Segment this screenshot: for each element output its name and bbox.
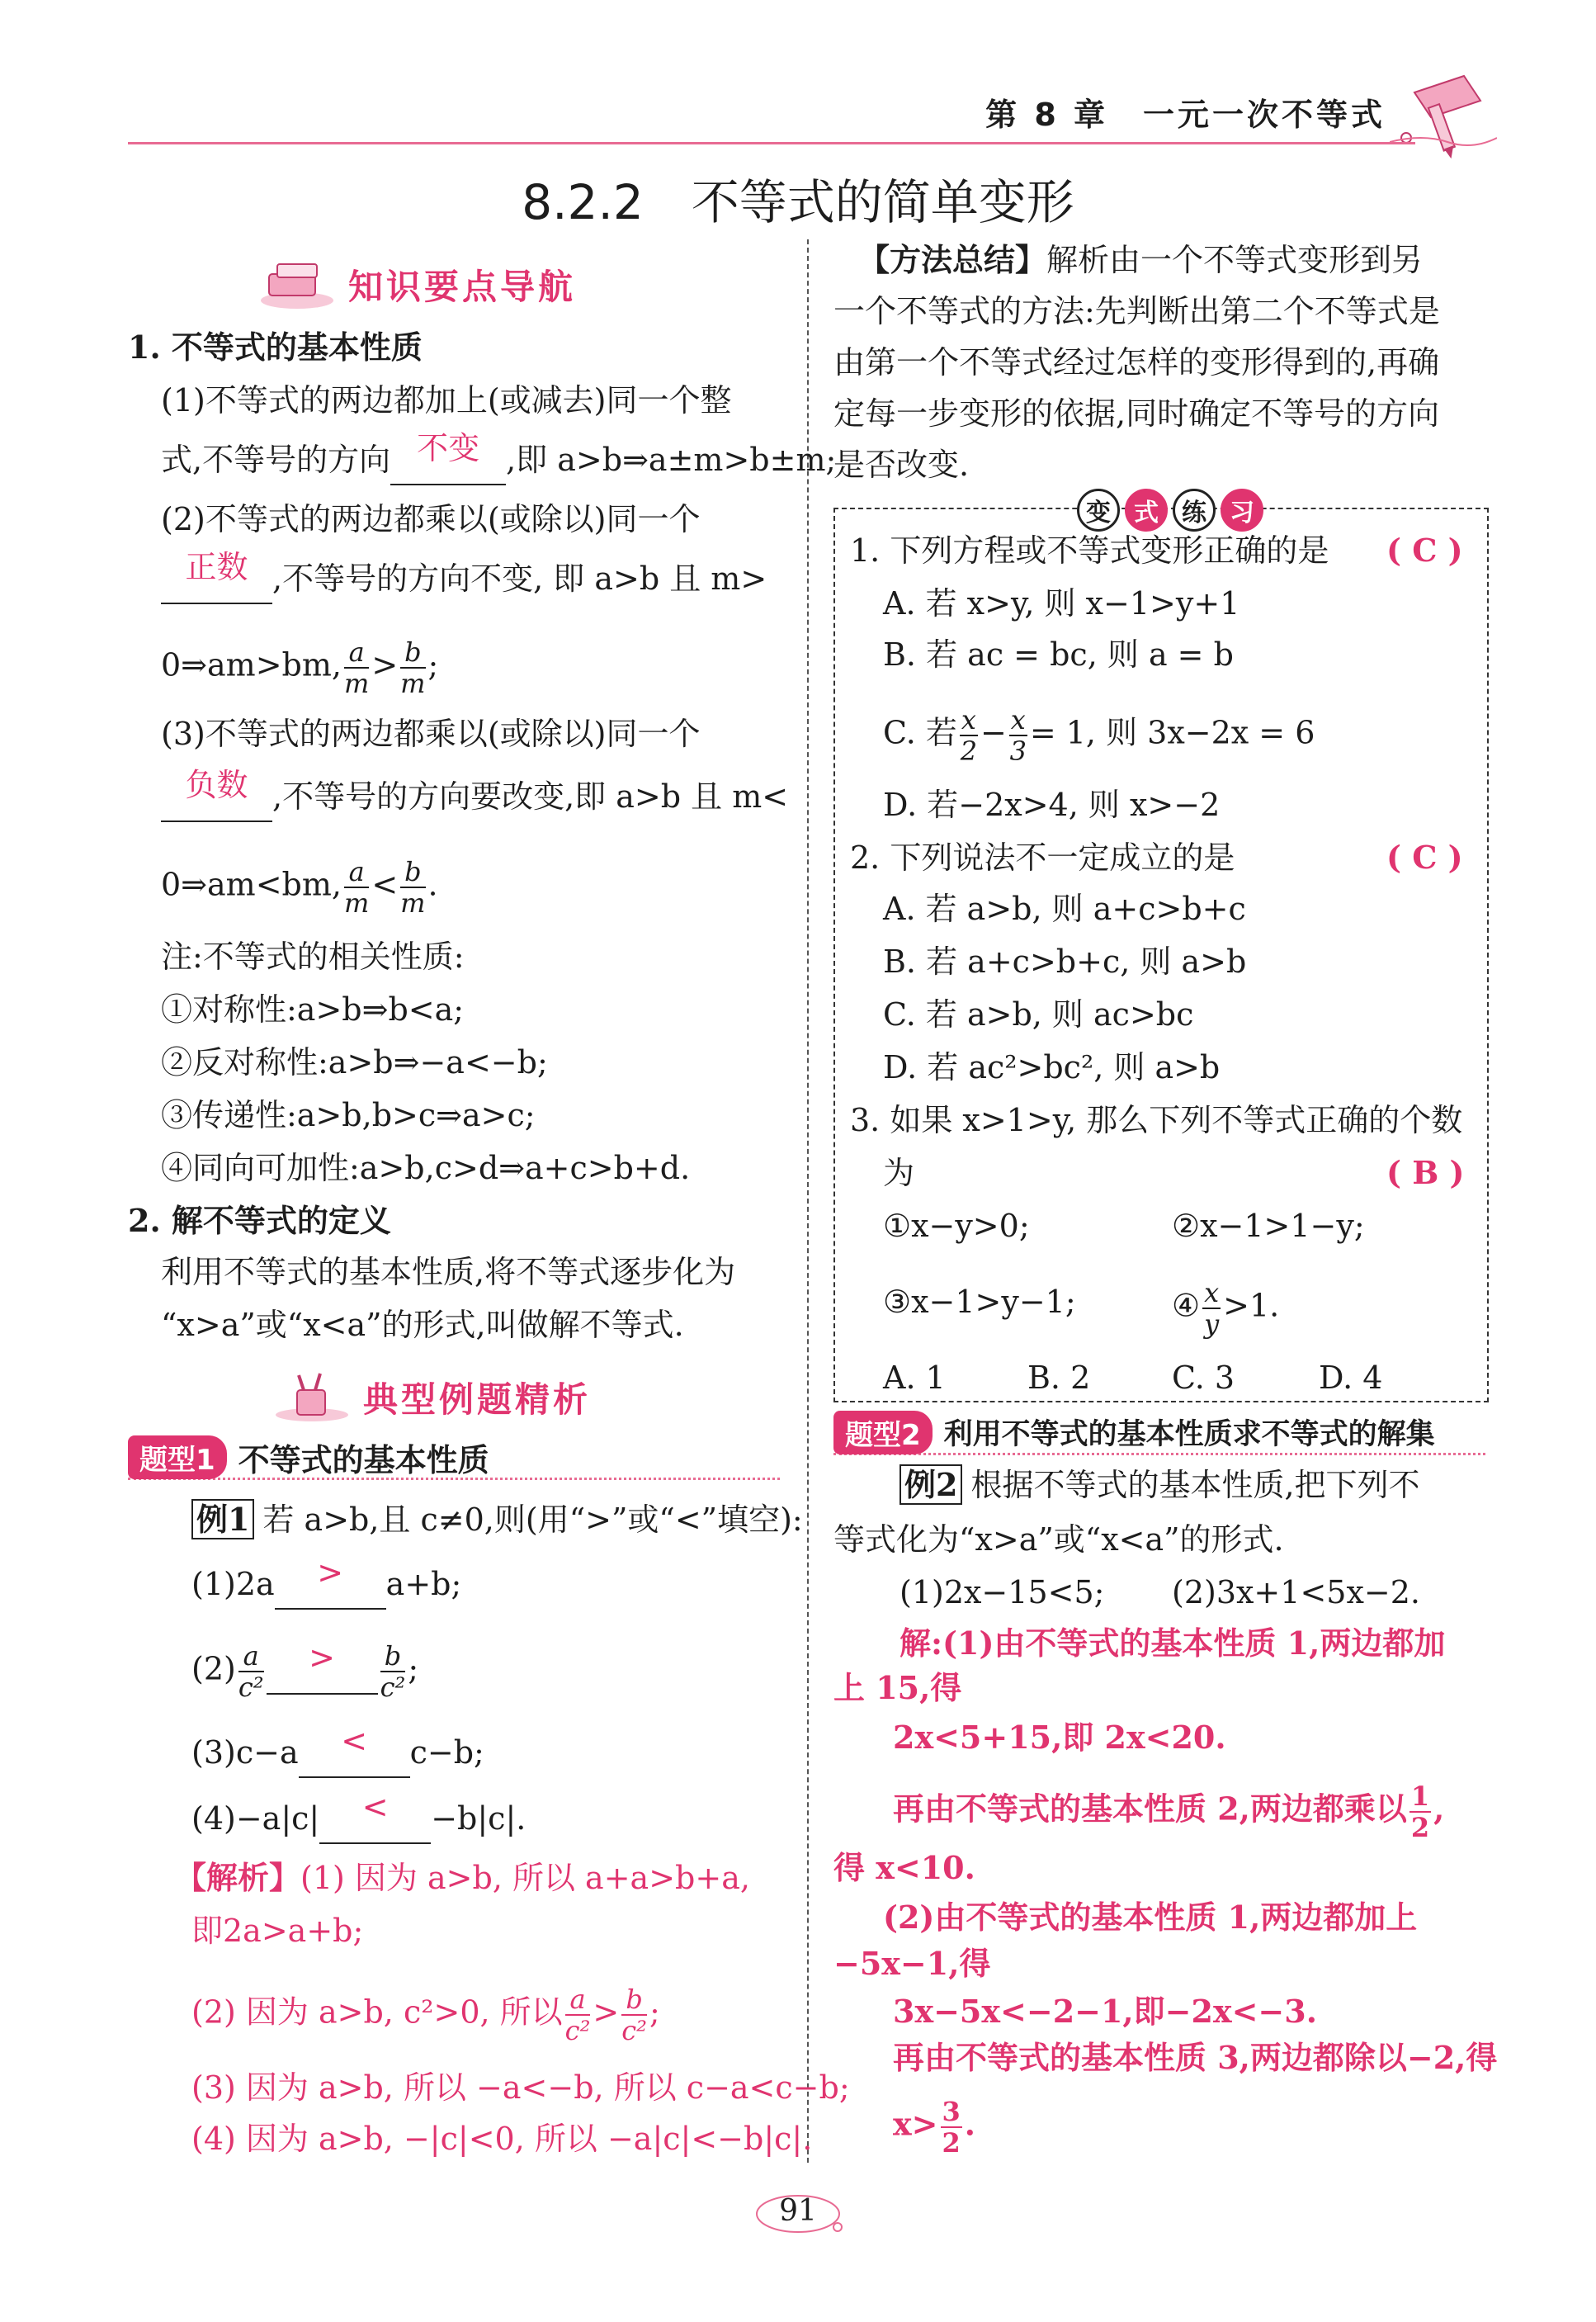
method-summary-line: 定每一步变形的依据,同时确定不等号的方向 (833, 395, 1440, 432)
blank: < (299, 1728, 410, 1778)
property-2-line-c: 0⇒am>bm, $\frac{a}{m}$ > $\frac{b}{m}$ ; (161, 636, 439, 699)
practice-q3: 3. 如果 x>1>y, 那么下列不等式正确的个数 (850, 1102, 1463, 1138)
property-3-line-b: 负数 ,不等号的方向要改变,即 a>b 且 m< (161, 773, 788, 822)
method-summary-line: 是否改变. (833, 447, 970, 483)
type1-tag: 题型1 (128, 1435, 227, 1479)
option: ①x−y>0; (883, 1208, 1030, 1244)
analysis-line: (4) 因为 a>b, −|c|<0, 所以 −a|c|<−b|c|. (191, 2121, 813, 2157)
note-item: ④同向可加性:a>b,c>d⇒a+c>b+d. (161, 1150, 691, 1186)
definition-line: 利用不等式的基本性质,将不等式逐步化为 (161, 1254, 736, 1290)
method-summary-line: 【方法总结】解析由一个不等式变形到另 (858, 241, 1424, 278)
practice-q2: 2. 下列说法不一定成立的是 (850, 839, 1235, 876)
solution-line: x> $\frac{3}{2}$ . (893, 2096, 975, 2159)
property-3-line-a: (3)不等式的两边都乘以(或除以)同一个 (161, 716, 701, 752)
blank: > (275, 1560, 386, 1610)
badge-char: 习 (1221, 489, 1263, 532)
knowledge-banner (257, 258, 576, 312)
property-3-line-c: 0⇒am<bm, $\frac{a}{m}$ < $\frac{b}{m}$ . (161, 856, 438, 919)
type2-tag: 题型2 (833, 1411, 933, 1454)
choice: D. 4 (1319, 1360, 1383, 1396)
blank: < (319, 1795, 431, 1844)
choice: C. 3 (1172, 1360, 1235, 1396)
analysis-line: 【解析】(1) 因为 a>b, 所以 a+a>b+a, (175, 1859, 750, 1896)
header-rule (128, 142, 1415, 144)
option: ②x−1>1−y; (1172, 1208, 1365, 1244)
blank: 不变 (390, 436, 506, 485)
note-title: 注:不等式的相关性质: (161, 939, 465, 975)
blank: 负数 (161, 773, 272, 822)
practice-q3: 为 (883, 1155, 915, 1191)
column-divider (807, 239, 809, 2163)
badge-char: 练 (1173, 489, 1216, 532)
solution-line: 再由不等式的基本性质 2,两边都乘以 $\frac{1}{2}$ , (893, 1781, 1445, 1843)
option: C. 若 $\frac{x}{2}$ − $\frac{x}{3}$ = 1, 则 3x−2x = 6 (883, 704, 1315, 767)
example2-q1: (1)2x−15<5; (900, 1574, 1105, 1610)
property-2-line-a: (2)不等式的两边都乘以(或除以)同一个 (161, 501, 701, 537)
property-1-line-a: (1)不等式的两边都加上(或减去)同一个整 (161, 382, 732, 419)
option: D. 若−2x>4, 则 x>−2 (883, 787, 1221, 823)
examples-banner-text: 典型例题精析 (363, 1379, 592, 1420)
property-1-line-b: 式,不等号的方向 不变 ,即 a>b⇒a±m>b±m; (161, 436, 836, 485)
solution-line: 3x−5x<−2−1,即−2x<−3. (893, 1993, 1317, 2030)
analysis-line: 即2a>a+b; (191, 1913, 364, 1949)
practice-q2-answer: ( C ) (1386, 839, 1463, 876)
solution-line: 2x<5+15,即 2x<20. (893, 1719, 1226, 1756)
type1-bar (128, 1436, 780, 1480)
choice: B. 2 (1027, 1360, 1091, 1396)
example2-q2: (2)3x+1<5x−2. (1172, 1574, 1420, 1610)
example1-q2: (2) $\frac{a}{\text{c²}}$ > $\frac{b}{\text{c²}}$ ; (191, 1639, 419, 1703)
badge-char: 变 (1077, 489, 1120, 532)
property-heading: 1. 不等式的基本性质 (128, 329, 423, 366)
option: A. 若 a>b, 则 a+c>b+c (883, 891, 1246, 927)
solution-line: (2)由不等式的基本性质 1,两边都加上 (883, 1899, 1418, 1936)
note-item: ②反对称性:a>b⇒−a<−b; (161, 1044, 548, 1081)
practice-q1: 1. 下列方程或不等式变形正确的是 (850, 532, 1329, 569)
solution-line: −5x−1,得 (833, 1945, 991, 1982)
analysis-line: (3) 因为 a>b, 所以 −a<−b, 所以 c−a<c−b; (191, 2069, 850, 2106)
definition-line: “x>a”或“x<a”的形式,叫做解不等式. (161, 1307, 684, 1343)
option: D. 若 ac²>bc², 则 a>b (883, 1049, 1221, 1085)
solution-line: 上 15,得 (833, 1669, 962, 1706)
knowledge-banner-text: 知识要点导航 (348, 267, 577, 307)
practice-q3-answer: ( B ) (1386, 1154, 1465, 1191)
method-summary-line: 一个不等式的方法:先判断出第二个不等式是 (833, 293, 1440, 329)
chapter-header: 第 8 章 一元一次不等式 (985, 97, 1386, 133)
example1-q4: (4)−a|c| < −b|c|. (191, 1795, 526, 1844)
blank: > (267, 1645, 378, 1695)
solution-line: 解:(1)由不等式的基本性质 1,两边都加 (900, 1624, 1446, 1662)
badge-char: 式 (1125, 489, 1168, 532)
practice-q1-answer: ( C ) (1386, 532, 1463, 569)
page-number: 91 (779, 2194, 817, 2228)
option: C. 若 a>b, 则 ac>bc (883, 996, 1194, 1033)
option: A. 若 x>y, 则 x−1>y+1 (883, 585, 1240, 622)
example1-q3: (3)c−a < c−b; (191, 1728, 484, 1778)
blank: 正数 (161, 555, 272, 604)
option: ③x−1>y−1; (883, 1284, 1076, 1320)
example1-stem: 例1 若 a>b,且 c≠0,则(用“>”或“<”填空): (191, 1496, 803, 1544)
property-2-line-b: 正数 ,不等号的方向不变, 即 a>b 且 m> (161, 555, 767, 604)
type2-title: 利用不等式的基本性质求不等式的解集 (943, 1418, 1435, 1451)
note-item: ③传递性:a>b,b>c⇒a>c; (161, 1097, 536, 1133)
solution-line: 再由不等式的基本性质 3,两边都除以−2,得 (893, 2039, 1498, 2076)
option: B. 若 a+c>b+c, 则 a>b (883, 943, 1247, 980)
pencil-cup-icon (272, 1372, 352, 1423)
page-number-badge (748, 2189, 848, 2239)
type2-bar (833, 1412, 1485, 1455)
example1-q1: (1)2a > a+b; (191, 1560, 461, 1610)
example2-stem: 等式化为“x>a”或“x<a”的形式. (833, 1521, 1284, 1558)
example2-stem: 例2 根据不等式的基本性质,把下列不 (900, 1461, 1420, 1509)
section-title: 8.2.2 不等式的简单变形 (522, 174, 1074, 230)
analysis-line: (2) 因为 a>b, c²>0, 所以 $\frac{a}{\text{c²}}$ > $\frac{b}{\text{c²}}$ ; (191, 1984, 660, 2046)
examples-banner (272, 1370, 591, 1425)
practice-badge (1077, 489, 1263, 530)
method-summary-line: 由第一个不等式经过怎样的变形得到的,再确 (833, 344, 1440, 381)
note-item: ①对称性:a>b⇒b<a; (161, 991, 465, 1028)
books-icon (257, 259, 337, 310)
option: B. 若 ac = bc, 则 a = b (883, 636, 1234, 673)
type1-title: 不等式的基本性质 (238, 1441, 489, 1478)
choice: A. 1 (883, 1360, 946, 1396)
option: ④ $\frac{x}{y}$ >1. (1172, 1277, 1280, 1340)
solution-line: 得 x<10. (833, 1849, 975, 1886)
definition-heading: 2. 解不等式的定义 (128, 1202, 391, 1239)
